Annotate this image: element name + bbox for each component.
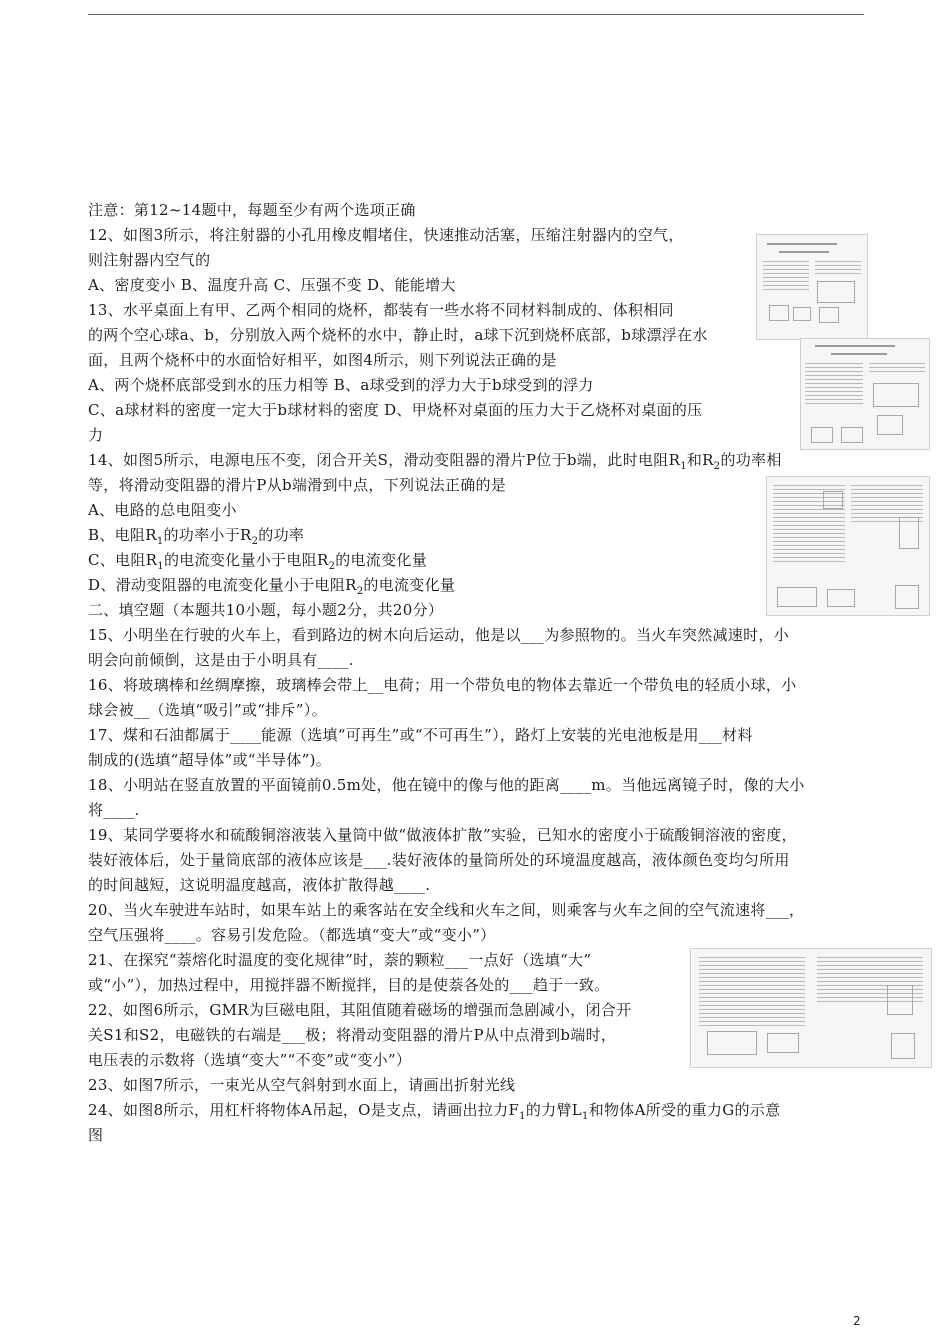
q19-line-2: 装好液体后，处于量筒底部的液体应该是___.装好液体的量筒所处的环境温度越高，液体颜色变均匀所用 [88,851,790,869]
q18-line-2: 将____. [88,801,140,819]
q12-line-2: 则注射器内空气的 [88,251,211,269]
q14-option-b: B、电阻$R_1$的功率小于$R_2$的功率 [88,526,305,547]
q14-option-a: A、电路的总电阻变小 [88,501,237,519]
q20-line-1: 20、当火车驶进车站时，如果车站上的乘客站在安全线和火车之间，则乘客与火车之间的空气流速将___， [88,901,805,919]
section-2-heading: 二、填空题（本题共10小题，每小题2分，共20分） [88,601,444,619]
q13-line-3: 面，且两个烧杯中的水面恰好相平，如图4所示，则下列说法正确的是 [88,351,557,369]
q20-line-2: 空气压强将____。容易引发危险。（都选填“变大”或“变小”） [88,926,496,944]
q12-options: A、密度变小 B、温度升高 C、压强不变 D、能能增大 [88,276,456,294]
q18-line-1: 18、小明站在竖直放置的平面镜前0.5m处，他在镜中的像与他的距离____m。当他远离镜子时，像的大小 [88,776,805,794]
q23-line: 23、如图7所示，一束光从空气斜射到水面上，请画出折射光线 [88,1076,516,1094]
q22-line-3: 电压表的示数将（选填“变大”“不变”或“变小”） [88,1051,412,1069]
q22-line-2: 关S1和S2，电磁铁的右端是___极；将滑动变阻器的滑片P从中点滑到b端时， [88,1026,617,1044]
q13-options-cd: C、a球材料的密度一定大于b球材料的密度 D、甲烧杯对桌面的压力大于乙烧杯对桌面的压 [88,401,703,419]
q24-line-2: 图 [88,1126,104,1144]
q21-line-1: 21、在探究“萘熔化时温度的变化规律”时，萘的颗粒___一点好（选填“大” [88,951,592,969]
q14-option-c: C、电阻$R_1$的电流变化量小于电阻$R_2$的电流变化量 [88,551,428,572]
q13-line-1: 13、水平桌面上有甲、乙两个相同的烧杯，都装有一些水将不同材料制成的、体积相同 [88,301,674,319]
header-rule [88,14,864,15]
q15-line-2: 明会向前倾倒，这是由于小明具有____. [88,651,354,669]
q12-line-1: 12、如图3所示，将注射器的小孔用橡皮帽堵住，快速推动活塞，压缩注射器内的空气， [88,226,684,244]
q13-options-ab: A、两个烧杯底部受到水的压力相等 B、a球受到的浮力大于b球受到的浮力 [88,376,594,394]
q14-line-1: 14、如图5所示，电源电压不变，闭合开关S，滑动变阻器的滑片P位于b端，此时电阻$R_1$和$R_2$的功率相 [88,451,782,472]
q13-options-cd-wrap: 力 [88,426,104,444]
q13-line-2: 的两个空心球a、b，分别放入两个烧杯的水中，静止时，a球下沉到烧杯底部，b球漂浮在水 [88,326,708,344]
q14-line-2: 等，将滑动变阻器的滑片P从b端滑到中点，下列说法正确的是 [88,476,507,494]
q16-line-1: 16、将玻璃棒和丝绸摩擦，玻璃棒会带上__电荷；用一个带负电的物体去靠近一个带负电的轻质小球，小 [88,676,797,694]
notice-line: 注意：第12~14题中，每题至少有两个选项正确 [88,201,416,219]
q17-line-2: 制成的(选填“超导体”或“半导体”)。 [88,751,332,769]
q16-line-2: 球会被__（选填“吸引”或“排斥”）。 [88,701,327,719]
q22-line-1: 22、如图6所示，GMR为巨磁电阻，其阻值随着磁场的增强而急剧减小，闭合开 [88,1001,632,1019]
page-number: 2 [853,1314,861,1328]
q19-line-3: 的时间越短，这说明温度越高，液体扩散得越____. [88,876,431,894]
q24-line-1: 24、如图8所示，用杠杆将物体A吊起，O是支点，请画出拉力$F_1$的力臂$L_1$和物体A所受的重力G的示意 [88,1101,781,1122]
q19-line-1: 19、某同学要将水和硫酸铜溶液装入量筒中做“做液体扩散”实验，已知水的密度小于硫酸铜溶液的密度， [88,826,797,844]
q17-line-1: 17、煤和石油都属于____能源（选填“可再生”或“不可再生”），路灯上安装的光电池板是用___材料 [88,726,753,744]
q15-line-1: 15、小明坐在行驶的火车上，看到路边的树木向后运动，他是以___为参照物的。当火车突然减速时，小 [88,626,789,644]
q14-option-d: D、滑动变阻器的电流变化量小于电阻$R_2$的电流变化量 [88,576,456,597]
exam-content [88,198,868,1148]
q21-line-2: 或“小”），加热过程中，用搅拌器不断搅拌，目的是使萘各处的___趋于一致。 [88,976,610,994]
